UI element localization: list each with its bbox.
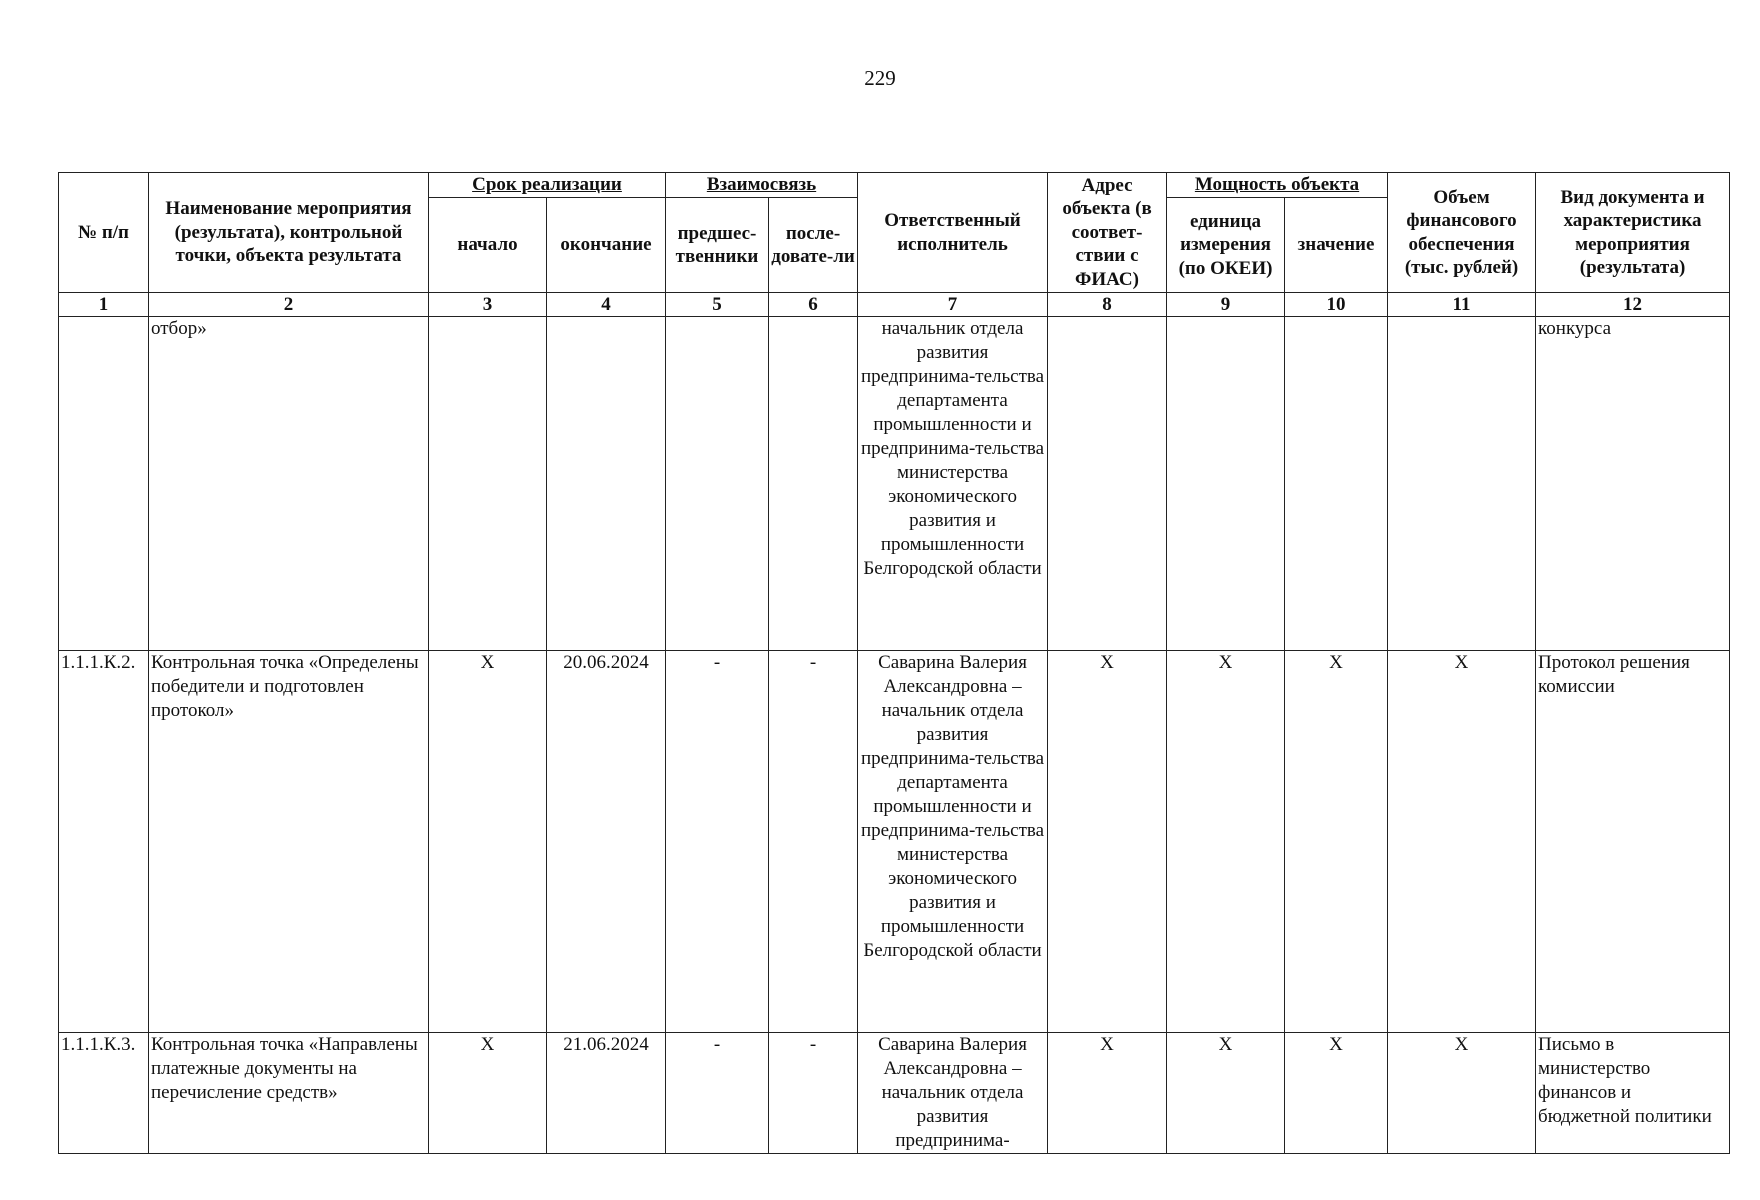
cell-address: X: [1048, 1033, 1167, 1154]
cell-name: Контрольная точка «Определены победители и подготовлен протокол»: [149, 651, 429, 1033]
table-row: [59, 1033, 1730, 1154]
column-number: 1: [59, 293, 149, 317]
column-number: 5: [666, 293, 769, 317]
plan-table: [58, 172, 1730, 1154]
column-number: 7: [858, 293, 1048, 317]
cell-predecessors: [666, 317, 769, 651]
cell-name: отбор»: [149, 317, 429, 651]
header-document: Вид документа и характеристика мероприятия (результата): [1536, 173, 1730, 293]
cell-value: [1285, 317, 1388, 651]
cell-successors: -: [769, 1033, 858, 1154]
column-number: 10: [1285, 293, 1388, 317]
column-number: 11: [1388, 293, 1536, 317]
cell-finance: X: [1388, 651, 1536, 1033]
cell-finance: [1388, 317, 1536, 651]
column-numbers-row: [59, 293, 1730, 317]
header-finance: Объем финансового обеспечения (тыс. рублей): [1388, 173, 1536, 293]
cell-predecessors: -: [666, 651, 769, 1033]
cell-end: [547, 317, 666, 651]
header-start: начало: [429, 198, 547, 293]
cell-finance: X: [1388, 1033, 1536, 1154]
header-name: Наименование мероприятия (результата), контрольной точки, объекта результата: [149, 173, 429, 293]
column-number: 12: [1536, 293, 1730, 317]
column-number: 6: [769, 293, 858, 317]
page-number: 229: [864, 66, 896, 90]
column-number: 2: [149, 293, 429, 317]
cell-end: 21.06.2024: [547, 1033, 666, 1154]
cell-num: 1.1.1.К.3.: [59, 1033, 149, 1154]
header-term-label: Срок реализации: [472, 174, 622, 196]
header-predecessors: предшес-твенники: [666, 198, 769, 293]
header-successors: после-довате-ли: [769, 198, 858, 293]
cell-start: X: [429, 1033, 547, 1154]
table-row: [59, 651, 1730, 1033]
column-number: 3: [429, 293, 547, 317]
header-row-1: [59, 173, 1730, 198]
header-value: значение: [1285, 198, 1388, 293]
header-power-group: [1167, 173, 1388, 198]
cell-address: X: [1048, 651, 1167, 1033]
header-unit: единица измерения (по ОКЕИ): [1167, 198, 1285, 293]
cell-value: X: [1285, 1033, 1388, 1154]
cell-num: [59, 317, 149, 651]
cell-start: X: [429, 651, 547, 1033]
header-num: № п/п: [59, 173, 149, 293]
header-link-label: Взаимосвязь: [706, 174, 817, 196]
header-link-group: [666, 173, 858, 198]
cell-end: 20.06.2024: [547, 651, 666, 1033]
cell-successors: [769, 317, 858, 651]
header-address: Адрес объекта (в соответ-ствии с ФИАС): [1048, 173, 1167, 293]
cell-start: [429, 317, 547, 651]
cell-unit: [1167, 317, 1285, 651]
column-number: 4: [547, 293, 666, 317]
header-end: окончание: [547, 198, 666, 293]
cell-document: Письмо в министерство финансов и бюджетной политики: [1536, 1033, 1730, 1154]
cell-unit: X: [1167, 1033, 1285, 1154]
cell-address: [1048, 317, 1167, 651]
cell-predecessors: -: [666, 1033, 769, 1154]
cell-successors: -: [769, 651, 858, 1033]
cell-value: X: [1285, 651, 1388, 1033]
column-number: 9: [1167, 293, 1285, 317]
table-row: [59, 317, 1730, 651]
column-number: 8: [1048, 293, 1167, 317]
cell-unit: X: [1167, 651, 1285, 1033]
cell-name: Контрольная точка «Направлены платежные документы на перечисление средств»: [149, 1033, 429, 1154]
cell-document: Протокол решения комиссии: [1536, 651, 1730, 1033]
header-responsible: Ответственный исполнитель: [858, 173, 1048, 293]
cell-responsible: начальник отдела развития предпринима-тельства департамента промышленности и предпринима-тельства министерства экономического развития и промышленности Белгородской области: [858, 317, 1048, 651]
header-term-group: [429, 173, 666, 198]
cell-responsible: Саварина Валерия Александровна – начальник отдела развития предпринима-: [858, 1033, 1048, 1154]
cell-num: 1.1.1.К.2.: [59, 651, 149, 1033]
cell-responsible: Саварина Валерия Александровна – начальник отдела развития предпринима-тельства департамента промышленности и предпринима-тельства министерства экономического развития и промышленности Белгородской области: [858, 651, 1048, 1033]
header-power-label: Мощность объекта: [1194, 174, 1360, 196]
cell-document: конкурса: [1536, 317, 1730, 651]
